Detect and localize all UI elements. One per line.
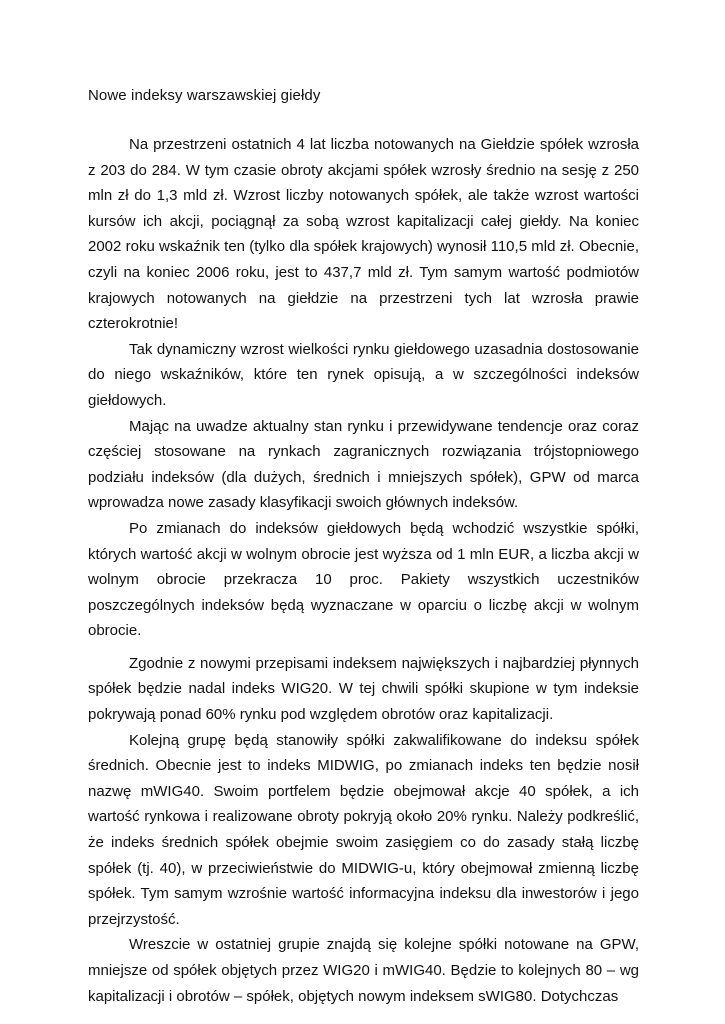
paragraph-index-eligibility: Po zmianach do indeksów giełdowych będą wchodzić wszystkie spółki, których wartość akcji w wolnym obrocie jest wyższa od 1 mln EUR, a liczba akcji w wolnym obrocie przekracza 10 proc. Pakiety wszystkich uczestników poszczególnych indeksów będą wyznaczane w oparciu o liczbę akcji w wolnym obrocie. <box>88 519 639 640</box>
document-title: Nowe indeksy warszawskiej giełdy <box>88 87 321 104</box>
paragraph-mwig40: Kolejną grupę będą stanowiły spółki zakwalifikowane do indeksu spółek średnich. Obecnie jest to indeks MIDWIG, po zmianach indeks ten będzie nosił nazwę mWIG40. Swoim portfelem będzie obejmował akcje 40 spółek, a ich wartość rynkowa i realizowane obroty pokryją około 20% rynku. Należy podkreślić, że indeks średnich spółek obejmie swoim zasięgiem co do zasady stałą liczbę spółek (tj. 40), w przeciwieństwie do MIDWIG-u, który obejmował zmienną liczbę spółek. Tym samym wzrośnie wartość informacyjna indeksu dla inwestorów i jego przejrzystość. <box>88 731 639 928</box>
document-body <box>88 132 639 1009</box>
paragraph-swig80: Wreszcie w ostatniej grupie znajdą się kolejne spółki notowane na GPW, mniejsze od spółek objętych przez WIG20 i mWIG40. Będzie to kolejnych 80 – wg kapitalizacji i obrotów – spółek, objętych nowym indeksem sWIG80. Dotychczas <box>88 936 639 1005</box>
paragraph-market-growth: Na przestrzeni ostatnich 4 lat liczba notowanych na Giełdzie spółek wzrosła z 203 do 284. W tym czasie obroty akcjami spółek wzrosły średnio na sesję z 250 mln zł do 1,3 mld zł. Wzrost liczby notowanych spółek, ale także wzrost wartości kursów ich akcji, pociągnął za sobą wzrost kapitalizacji całej giełdy. Na koniec 2002 roku wskaźnik ten (tylko dla spółek krajowych) wynosił 110,5 mld zł. Obecnie, czyli na koniec 2006 roku, jest to 437,7 mld zł. Tym samym wartość podmiotów krajowych notowanych na giełdzie na przestrzeni tych lat wzrosła prawie czterokrotnie! <box>88 136 639 333</box>
paragraph-dynamic-growth: Tak dynamiczny wzrost wielkości rynku giełdowego uzasadnia dostosowanie do niego wskaźników, które ten rynek opisują, a w szczególności indeksów giełdowych. <box>88 340 639 409</box>
paragraph-wig20: Zgodnie z nowymi przepisami indeksem największych i najbardziej płynnych spółek będzie nadal indeks WIG20. W tej chwili spółki skupione w tym indeksie pokrywają ponad 60% rynku pod względem obrotów oraz kapitalizacji. <box>88 654 639 724</box>
paragraph-new-classification: Mając na uwadze aktualny stan rynku i przewidywane tendencje oraz coraz częściej stosowane na rynkach zagranicznych rozwiązania trójstopniowego podziału indeksów (dla dużych, średnich i mniejszych spółek), GPW od marca wprowadza nowe zasady klasyfikacji swoich głównych indeksów. <box>88 417 639 512</box>
